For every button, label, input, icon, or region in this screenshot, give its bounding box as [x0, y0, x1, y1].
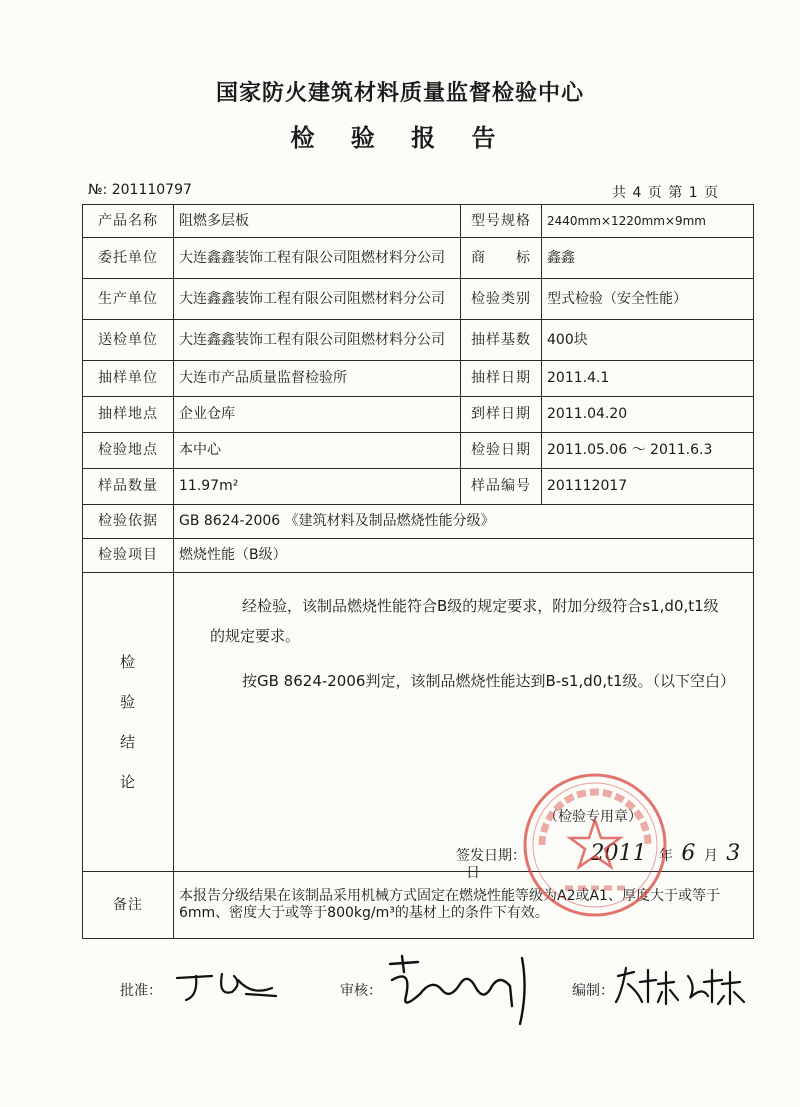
- sampling-place-value: 企业仓库: [174, 397, 461, 433]
- month-char: 月: [703, 848, 718, 864]
- table-row: [83, 205, 754, 238]
- review-label: 审核：: [340, 983, 382, 999]
- trademark-label: 商 标: [461, 238, 542, 279]
- producer-value: 大连鑫鑫装饰工程有限公司阻燃材料分公司: [174, 279, 461, 320]
- table-row: [83, 433, 754, 469]
- submitter-label: 送检单位: [83, 320, 174, 361]
- product-name-value: 阻燃多层板: [174, 205, 461, 238]
- table-row: [83, 539, 754, 573]
- table-row: [83, 397, 754, 433]
- conclusion-label-char: 检: [119, 653, 136, 671]
- model-spec-label: 型号规格: [461, 205, 542, 238]
- sample-qty-label: 样品数量: [83, 469, 174, 505]
- test-category-label: 检验类别: [461, 279, 542, 320]
- sample-no-label: 样品编号: [461, 469, 542, 505]
- report-number: №: 201110797: [88, 182, 192, 198]
- compile-label: 编制：: [572, 983, 614, 999]
- review-signature: [372, 950, 552, 1030]
- trademark-value: 鑫鑫: [542, 238, 754, 279]
- test-place-label: 检验地点: [83, 433, 174, 469]
- conclusion-paragraph-1: 经检验，该制品燃烧性能符合B级的规定要求，附加分级符合s1,d0,t1级的规定要求。: [210, 597, 719, 645]
- conclusion-label: [83, 573, 174, 872]
- sign-year: 2011: [590, 841, 647, 866]
- producer-label: 生产单位: [83, 279, 174, 320]
- year-char: 年: [658, 848, 673, 864]
- sampling-date-label: 抽样日期: [461, 361, 542, 397]
- doc-title: 检 验 报 告: [290, 124, 510, 152]
- sample-qty-value: 11.97m²: [174, 469, 461, 505]
- test-date-label: 检验日期: [461, 433, 542, 469]
- stamp-note: （检验专用章）: [544, 809, 642, 825]
- items-value: 燃烧性能（B级）: [174, 539, 754, 573]
- conclusion-label-char: 验: [119, 693, 136, 711]
- table-row: [83, 238, 754, 279]
- model-spec-value: 2440mm×1220mm×9mm: [542, 205, 754, 238]
- product-name-label: 产品名称: [83, 205, 174, 238]
- table-row: [83, 320, 754, 361]
- table-row: [83, 469, 754, 505]
- org-title: 国家防火建筑材料质量监督检验中心: [215, 81, 584, 106]
- approve-signature: [172, 966, 282, 1006]
- remarks-text: 本报告分级结果在该制品采用机械方式固定在燃烧性能等级为A2或A1、厚度大于或等于6mm、密度大于或等于800kg/m³的基材上的条件下有效。: [174, 872, 754, 939]
- basis-value: GB 8624-2006 《建筑材料及制品燃烧性能分级》: [174, 505, 754, 539]
- client-value: 大连鑫鑫装饰工程有限公司阻燃材料分公司: [174, 238, 461, 279]
- test-date-value: 2011.05.06 ～ 2011.6.3: [542, 433, 754, 469]
- basis-label: 检验依据: [83, 505, 174, 539]
- items-label: 检验项目: [83, 539, 174, 573]
- remarks-label: 备注: [83, 872, 174, 939]
- arrival-date-value: 2011.04.20: [542, 397, 754, 433]
- sign-date-label: 签发日期：: [456, 848, 526, 864]
- approve-label: 批准：: [120, 983, 162, 999]
- sign-month: 6: [681, 841, 696, 866]
- conclusion-label-char: 结: [119, 733, 136, 751]
- arrival-date-label: 到样日期: [461, 397, 542, 433]
- table-row: [83, 361, 754, 397]
- client-label: 委托单位: [83, 238, 174, 279]
- table-row: [83, 505, 754, 539]
- conclusion-label-char: 论: [119, 773, 136, 791]
- day-char: 日: [466, 865, 480, 881]
- sampling-unit-label: 抽样单位: [83, 361, 174, 397]
- sample-base-label: 抽样基数: [461, 320, 542, 361]
- compile-signature: [612, 962, 752, 1008]
- sampling-place-label: 抽样地点: [83, 397, 174, 433]
- sampling-date-value: 2011.4.1: [542, 361, 754, 397]
- page-count: 共 4 页 第 1 页: [612, 185, 720, 201]
- sample-no-value: 201112017: [542, 469, 754, 505]
- sign-day: 3: [726, 841, 741, 866]
- sample-base-value: 400块: [542, 320, 754, 361]
- test-place-value: 本中心: [174, 433, 461, 469]
- submitter-value: 大连鑫鑫装饰工程有限公司阻燃材料分公司: [174, 320, 461, 361]
- test-category-value: 型式检验（安全性能）: [542, 279, 754, 320]
- official-seal: [520, 770, 670, 920]
- conclusion-paragraph-2: 按GB 8624-2006判定，该制品燃烧性能达到B-s1,d0,t1级。（以下空白）: [242, 672, 736, 690]
- table-row: [83, 279, 754, 320]
- sampling-unit-value: 大连市产品质量监督检验所: [174, 361, 461, 397]
